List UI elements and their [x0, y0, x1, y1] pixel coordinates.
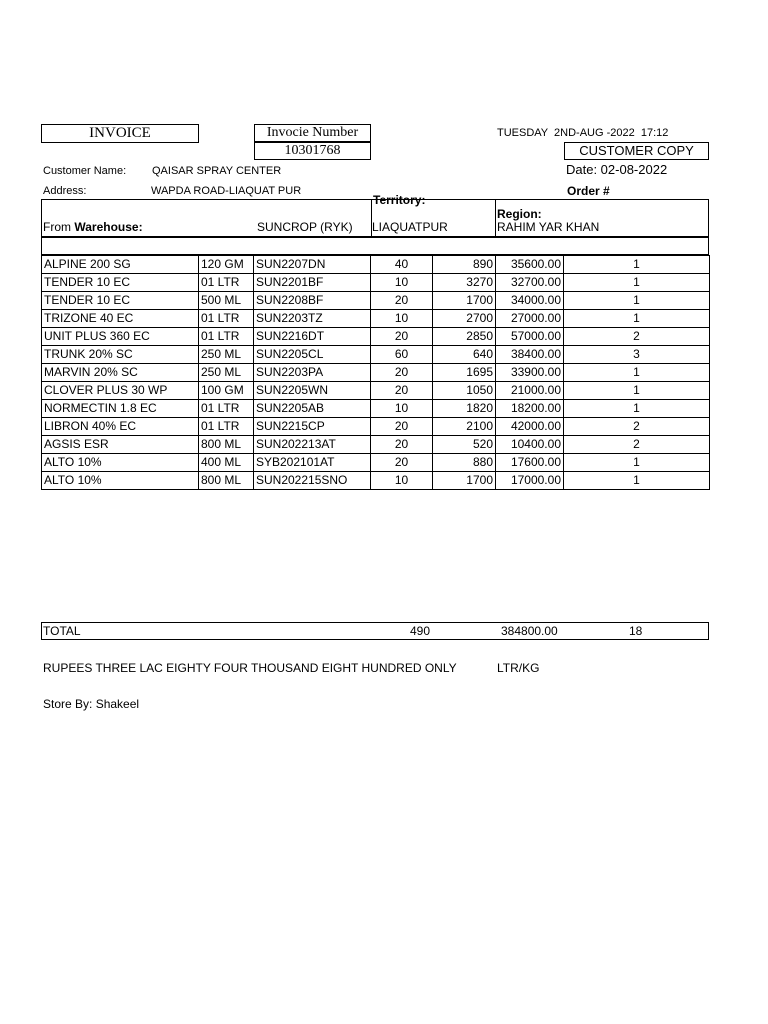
order-number-label: Order #: [567, 184, 610, 198]
territory-divider: [495, 199, 496, 237]
invoice-title: INVOICE: [89, 125, 151, 141]
warehouse-value: SUNCROP (RYK): [257, 220, 353, 234]
rate-cell: 1700: [433, 292, 496, 310]
qty-cell: 40: [371, 256, 433, 274]
invoice-number-label-box: [254, 124, 371, 142]
batch-cell: SUN2207DN: [254, 256, 371, 274]
product-cell: NORMECTIN 1.8 EC: [42, 400, 199, 418]
rate-cell: 520: [433, 436, 496, 454]
table-row: [42, 256, 710, 274]
batch-cell: SUN2205WN: [254, 382, 371, 400]
warehouse-label: [43, 220, 143, 234]
rate-cell: 2100: [433, 418, 496, 436]
batch-cell: SUN2216DT: [254, 328, 371, 346]
pack-cell: 01 LTR: [199, 418, 254, 436]
pack-cell: 800 ML: [199, 436, 254, 454]
product-cell: ALTO 10%: [42, 454, 199, 472]
invoice-datetime: TUESDAY 2ND-AUG -2022 17:12: [497, 127, 669, 139]
amount-cell: 33900.00: [496, 364, 564, 382]
cartons-cell: 1: [564, 292, 710, 310]
rate-cell: 2700: [433, 310, 496, 328]
qty-cell: 20: [371, 436, 433, 454]
rate-cell: 1820: [433, 400, 496, 418]
product-cell: CLOVER PLUS 30 WP: [42, 382, 199, 400]
table-row: [42, 292, 710, 310]
cartons-cell: 1: [564, 256, 710, 274]
rate-cell: 1695: [433, 364, 496, 382]
cartons-cell: 1: [564, 274, 710, 292]
pack-cell: 800 ML: [199, 472, 254, 490]
address-label: Address:: [43, 185, 87, 197]
table-row: [42, 454, 710, 472]
pack-cell: 250 ML: [199, 346, 254, 364]
amount-cell: 10400.00: [496, 436, 564, 454]
cartons-cell: 1: [564, 364, 710, 382]
amount-cell: 35600.00: [496, 256, 564, 274]
pack-cell: 100 GM: [199, 382, 254, 400]
table-row: [42, 400, 710, 418]
amount-cell: 18200.00: [496, 400, 564, 418]
territory-value: LIAQUATPUR: [372, 220, 448, 234]
cartons-cell: 1: [564, 310, 710, 328]
customer-copy-box: [564, 142, 709, 160]
amount-cell: 17600.00: [496, 454, 564, 472]
rate-cell: 2850: [433, 328, 496, 346]
amount-cell: 32700.00: [496, 274, 564, 292]
table-row: [42, 346, 710, 364]
product-cell: ALPINE 200 SG: [42, 256, 199, 274]
table-row: [42, 418, 710, 436]
store-by: Store By: Shakeel: [43, 697, 140, 711]
cartons-cell: 2: [564, 436, 710, 454]
cartons-cell: 1: [564, 400, 710, 418]
cartons-cell: 3: [564, 346, 710, 364]
rate-cell: 1050: [433, 382, 496, 400]
customer-name: QAISAR SPRAY CENTER: [152, 165, 282, 177]
amount-cell: 34000.00: [496, 292, 564, 310]
batch-cell: SUN2208BF: [254, 292, 371, 310]
cartons-cell: 1: [564, 382, 710, 400]
table-row: [42, 310, 710, 328]
qty-cell: 10: [371, 472, 433, 490]
from-label: From: [43, 220, 75, 234]
total-amount: 384800.00: [501, 624, 558, 638]
batch-cell: SUN2205CL: [254, 346, 371, 364]
amount-in-words: RUPEES THREE LAC EIGHTY FOUR THOUSAND EIGHT HUNDRED ONLY: [43, 661, 457, 675]
unit-label: LTR/KG: [497, 661, 540, 675]
pack-cell: 400 ML: [199, 454, 254, 472]
amount-cell: 57000.00: [496, 328, 564, 346]
amount-cell: 21000.00: [496, 382, 564, 400]
product-cell: UNIT PLUS 360 EC: [42, 328, 199, 346]
batch-cell: SYB202101AT: [254, 454, 371, 472]
product-cell: ALTO 10%: [42, 472, 199, 490]
qty-cell: 20: [371, 328, 433, 346]
table-row: [42, 274, 710, 292]
territory-label: Territory:: [373, 193, 426, 207]
pack-cell: 250 ML: [199, 364, 254, 382]
rate-cell: 3270: [433, 274, 496, 292]
pack-cell: 120 GM: [199, 256, 254, 274]
amount-cell: 42000.00: [496, 418, 564, 436]
cartons-cell: 2: [564, 418, 710, 436]
table-row: [42, 364, 710, 382]
invoice-number-label: Invocie Number: [266, 125, 359, 140]
table-row: [42, 328, 710, 346]
customer-copy-label: CUSTOMER COPY: [579, 143, 694, 158]
cartons-cell: 1: [564, 454, 710, 472]
amount-cell: 17000.00: [496, 472, 564, 490]
rate-cell: 1700: [433, 472, 496, 490]
product-cell: TENDER 10 EC: [42, 292, 199, 310]
batch-cell: SUN2203TZ: [254, 310, 371, 328]
product-cell: TRIZONE 40 EC: [42, 310, 199, 328]
qty-cell: 10: [371, 274, 433, 292]
pack-cell: 01 LTR: [199, 274, 254, 292]
qty-cell: 20: [371, 454, 433, 472]
cartons-cell: 2: [564, 328, 710, 346]
region-label: Region:: [497, 207, 542, 221]
amount-cell: 27000.00: [496, 310, 564, 328]
total-qty: 490: [410, 624, 431, 638]
invoice-title-box: [41, 124, 199, 143]
invoice-number: 10301768: [284, 143, 341, 158]
total-row: [41, 622, 709, 640]
pack-cell: 01 LTR: [199, 328, 254, 346]
rate-cell: 890: [433, 256, 496, 274]
warehouse-label-bold: Warehouse:: [74, 220, 143, 234]
invoice-date: Date: 02-08-2022: [566, 162, 668, 177]
product-cell: TRUNK 20% SC: [42, 346, 199, 364]
rate-cell: 880: [433, 454, 496, 472]
cartons-cell: 1: [564, 472, 710, 490]
pack-cell: 01 LTR: [199, 310, 254, 328]
qty-cell: 20: [371, 382, 433, 400]
pack-cell: 01 LTR: [199, 400, 254, 418]
batch-cell: SUN2215CP: [254, 418, 371, 436]
total-label: TOTAL: [43, 624, 81, 638]
rate-cell: 640: [433, 346, 496, 364]
qty-cell: 60: [371, 346, 433, 364]
table-row: [42, 382, 710, 400]
table-row: [42, 436, 710, 454]
batch-cell: SUN2205AB: [254, 400, 371, 418]
qty-cell: 20: [371, 292, 433, 310]
region-value: RAHIM YAR KHAN: [497, 220, 600, 234]
amount-cell: 38400.00: [496, 346, 564, 364]
qty-cell: 20: [371, 364, 433, 382]
qty-cell: 10: [371, 400, 433, 418]
batch-cell: SUN202213AT: [254, 436, 371, 454]
pack-cell: 500 ML: [199, 292, 254, 310]
batch-cell: SUN202215SNO: [254, 472, 371, 490]
product-cell: TENDER 10 EC: [42, 274, 199, 292]
batch-cell: SUN2203PA: [254, 364, 371, 382]
address-value: WAPDA ROAD-LIAQUAT PUR: [151, 185, 302, 197]
items-table: [41, 255, 710, 490]
product-cell: LIBRON 40% EC: [42, 418, 199, 436]
table-spacer-row: [41, 237, 709, 255]
invoice-number-box: [254, 142, 371, 160]
customer-name-label: Customer Name:: [43, 165, 127, 177]
product-cell: AGSIS ESR: [42, 436, 199, 454]
table-row: [42, 472, 710, 490]
product-cell: MARVIN 20% SC: [42, 364, 199, 382]
qty-cell: 10: [371, 310, 433, 328]
batch-cell: SUN2201BF: [254, 274, 371, 292]
qty-cell: 20: [371, 418, 433, 436]
total-cartons: 18: [629, 624, 643, 638]
